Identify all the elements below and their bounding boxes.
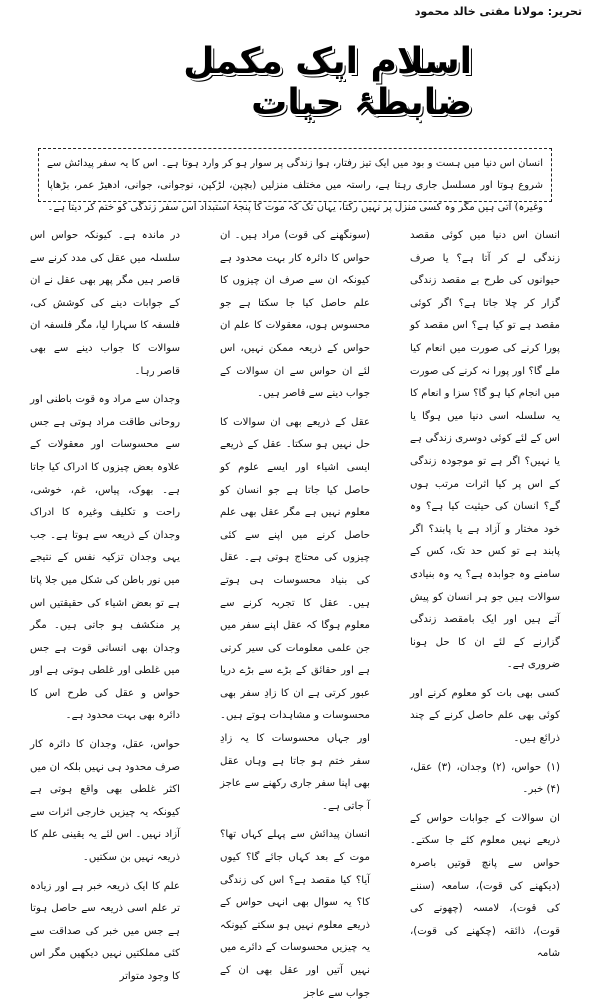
text-column-right	[410, 225, 560, 966]
paragraph: (۱) حواس، (۲) وجدان، (۳) عقل، (۴) خبر۔	[410, 761, 561, 796]
intro-box: انسان اس دنیا میں ہست و بود میں ایک تیز رفتار، ہوا زندگی پر سوار ہو کر وارد ہوتا ہے۔ اس کا یہ سفر پیدائش سے شروع ہوتا اور مسلسل جاری رہتا ہے، راستہ میں مختلف منزلیں (بچپن، لڑکپن، نوجوانی، جوانی، ادھیڑ عمر، بڑھاپا وغیرہ) آتی ہیں مگر وہ کسی منزل پر نہیں رکتا، یہاں تک کہ موت کا پنجۂ استبداد اس سفر زندگی کو ختم کر دیتا ہے۔	[38, 148, 552, 202]
paragraph: ان سوالات کے جوابات حواس کے ذریعے نہیں معلوم کئے جا سکتے۔ حواس سے پانچ قوتیں باصرہ (دیکھنے کی قوت)، سامعہ (سننے کی قوت)، لامسہ (چھونے کی قوت)، ذائقہ (چکھنے کی قوت)، شامہ	[410, 812, 560, 960]
paragraph: انسان اس دنیا میں کوئی مقصد زندگی لے کر آتا ہے؟ یا صرف حیوانوں کی طرح بے مقصد زندگی گزار کر چلا جاتا ہے؟ اگر کوئی مقصد ہے تو کیا ہے؟ اس مقصد کو پورا کرنے کی صورت میں انعام کیا ملے گا؟ اور پورا نہ کرنے کی صورت میں انجام کیا ہو گا؟ سزا و انعام کا یہ سلسلہ اسی دنیا میں ہوگا یا اس کے لئے کوئی دوسری زندگی ہے یا نہیں؟ اگر ہے تو موجودہ زندگی کے اس پر کیا اثرات مرتب ہوں گے؟ انسان کی حیثیت کیا ہے؟ وہ خود مختار و آزاد ہے یا پابند؟ اگر پابند ہے تو کس حد تک، کس کے سامنے وہ جوابدہ ہے؟ یہ وہ بنیادی سوالات ہیں جو ہر انسان کو پیش آتے ہیں اور ایک بامقصد زندگی گزارنے کے لئے ان کا حل ہونا ضروری ہے۔	[410, 230, 560, 671]
paragraph: (سونگھنے کی قوت) مراد ہیں۔ ان حواس کا دائرہ کار بہت محدود ہے کیونکہ ان سے صرف ان چیزوں کا علم حاصل کیا جا سکتا ہے جو محسوس ہوں، معقولات کا علم ان حواس کے ذریعہ ممکن نہیں، اس لئے ان حواس سے ان سوالات کے جواب دینے سے قاصر ہیں۔	[220, 230, 370, 400]
paragraph: کسی بھی بات کو معلوم کرنے اور کوئی بھی علم حاصل کرنے کے چند ذرائع ہیں۔	[410, 687, 560, 745]
paragraph: انسان پیدائش سے پہلے کہاں تھا؟ موت کے بعد کہاں جائے گا؟ کیوں آیا؟ کیا مقصد ہے؟ اس کی زندگی کا؟ یہ سوال بھی انہی حواس کے ذریعے معلوم نہیں ہو سکتے کیونکہ یہ چیزیں محسوسات کے دائرے میں نہیں آتیں اور عقل بھی ان کے جواب سے عاجز	[220, 829, 370, 999]
title-banner	[120, 41, 472, 123]
paragraph: عقل کے ذریعے بھی ان سوالات کا حل نہیں ہو سکتا۔ عقل کے ذریعے ایسی اشیاء اور ایسے علوم کو حاصل کیا جاتا ہے جو انسان کو معلوم نہیں ہے مگر عقل بھی علم حاصل کرنے میں اپنے سے کئی چیزوں کی محتاج ہوتی ہے۔ عقل کی بنیاد محسوسات ہی ہوتے ہیں۔ عقل کا تجربہ کرنے سے معلوم ہوگا کہ عقل اپنے سفر میں جن علمی معلومات کی سیر کرتی ہے اور حقائق کے بڑے سے بڑے دریا عبور کرتی ہے ان کا زادِ سفر بھی محسوسات و مشاہدات ہوتے ہیں۔ اور جہاں محسوسات کا یہ زادِ سفر ختم ہو جاتا ہے وہاں عقل بھی اپنا سفر جاری رکھنے سے عاجز آ جاتی ہے۔	[220, 416, 370, 812]
text-column-left	[30, 225, 180, 989]
article-title: اسلام ایک مکمل ضابطۂ حیات	[183, 41, 472, 123]
paragraph: علم کا ایک ذریعہ خبر ہے اور زیادہ تر علم اسی ذریعہ سے حاصل ہوتا ہے جس میں خبر کی صداقت سے کئی مملکتیں نہیں دیکھیں مگر اس کا وجود متواتر	[30, 880, 180, 982]
paragraph: وجدان سے مراد وہ قوت باطنی اور روحانی طاقت مراد ہوتی ہے جس سے محسوسات اور معقولات کے علاوہ بعض چیزوں کا ادراک کیا جاتا ہے۔ بھوک، پیاس، غم، خوشی، راحت و تکلیف وغیرہ کا ادراک وجدان کے ذریعہ سے ہوتا ہے۔ جب یہی وجدان تزکیہ نفس کے نتیجے میں نور باطن کی شکل میں جلا پاتا ہے تو بعض اشیاء کی حقیقتیں اس پر منکشف ہو جاتی ہیں۔ مگر وجدان بھی انسانی قوت ہے جس میں غلطی اور غلطی ہوتی ہے اور حواس و عقل کی طرح اس کا دائرہ بھی بہت محدود ہے۔	[30, 394, 180, 722]
paragraph: در ماندہ ہے۔ کیونکہ حواس اس سلسلہ میں عقل کی مدد کرنے سے قاصر ہیں مگر پھر بھی عقل نے ان کے جوابات دینے کی کوشش کی، فلسفہ کا سہارا لیا، مگر فلسفہ ان سوالات کا جواب دینے سے بھی قاصر رہا۔	[30, 230, 180, 377]
author-byline: تحریر: مولانا مفتی خالد محمود	[414, 5, 582, 18]
paragraph: حواس، عقل، وجدان کا دائرہ کار صرف محدود ہی نہیں بلکہ ان میں اکثر غلطی بھی واقع ہوتی ہے کیونکہ یہ چیزیں خارجی اثرات سے آزاد نہیں۔ اس لئے یہ یقینی علم کا ذریعہ نہیں بن سکتیں۔	[30, 739, 180, 864]
text-column-middle	[220, 225, 370, 1005]
